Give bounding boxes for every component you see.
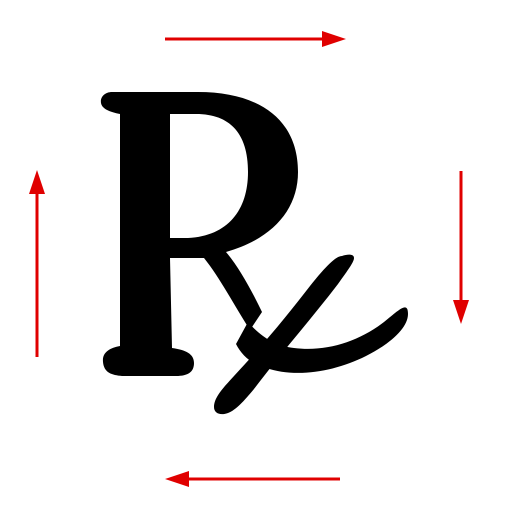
arrow-bottom-left: [165, 471, 340, 487]
arrow-left-up: [29, 170, 45, 357]
arrow-top-right: [165, 31, 346, 47]
rx-glyph: [101, 92, 408, 414]
rotation-arrows: [29, 31, 469, 487]
x-curved-stroke: [236, 307, 408, 372]
arrow-right-down: [453, 171, 469, 324]
r-letter-shape: [101, 92, 298, 376]
